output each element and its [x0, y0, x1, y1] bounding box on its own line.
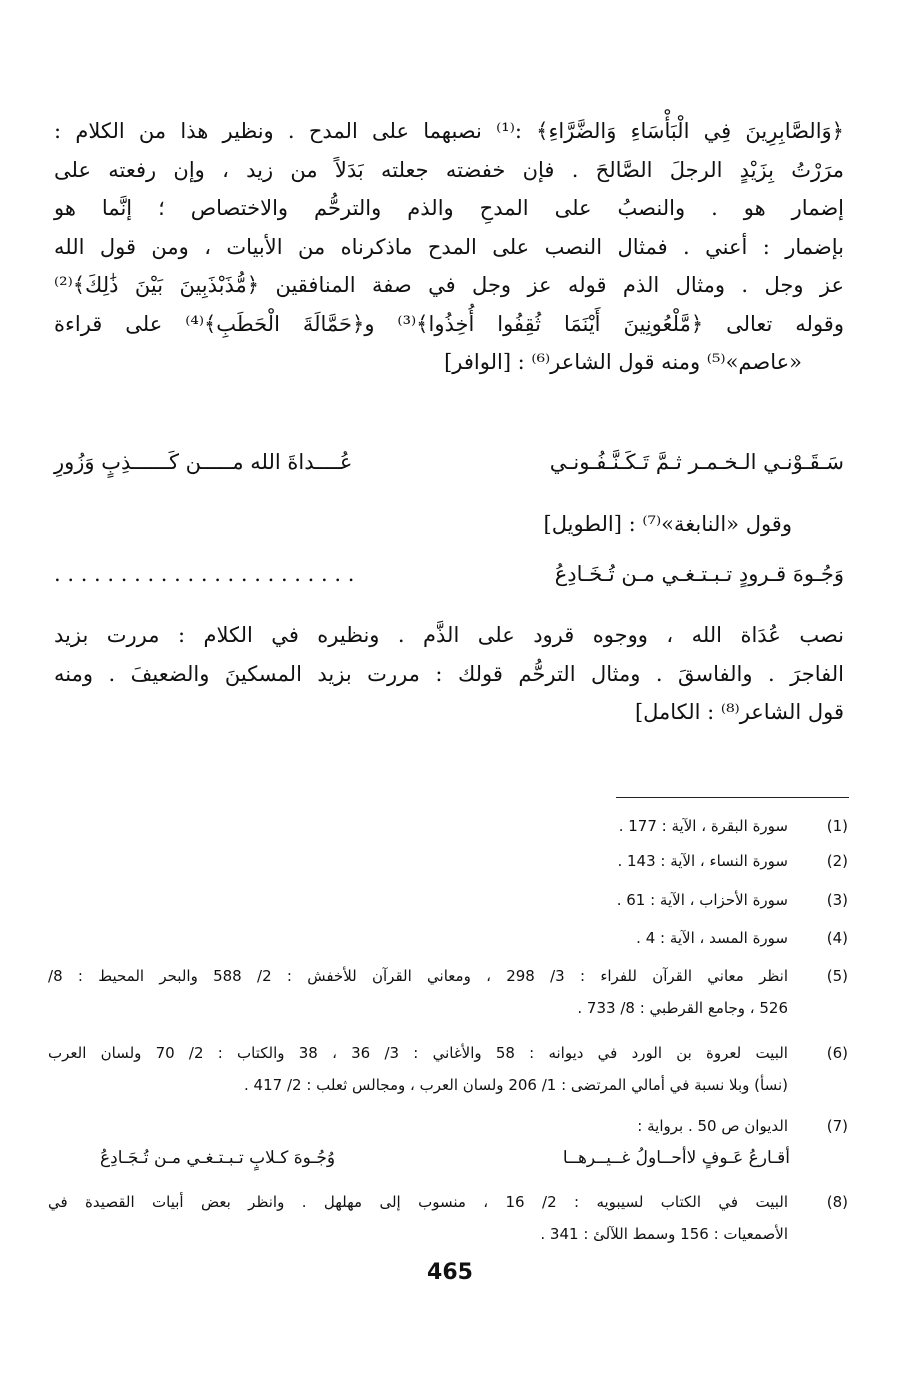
- footnote-text: سورة النساء ، الآية : 143 .: [617, 852, 788, 870]
- footnote-text: البيت في الكتاب لسيبويه : 2/ 16 ، منسوب إلى مهلهل . وانظر بعض أبيات القصيدة في: [48, 1193, 789, 1211]
- page-number: 465: [427, 1260, 473, 1285]
- text-line: قول الشاعر⁽⁸⁾ : الكامل]: [634, 700, 844, 724]
- verse-hemistich-second: وَجُـوهَ قـرودٍ تـبـتـغـي مـن تُـخَـادِعُ: [554, 562, 844, 586]
- verse-hemistich-first: . . . . . . . . . . . . . . . . . . . . . . .: [54, 562, 355, 586]
- footnote-number: (7): [826, 1117, 848, 1135]
- footnote-number: (5): [826, 967, 848, 985]
- text-line: مرَرْتُ بِزَيْدٍ الرجلَ الصَّالحَ . فإن خفضته جعلته بَدَلاً من زيد ، وإن رفعته على: [54, 157, 844, 182]
- footnote-number: (8): [826, 1193, 848, 1211]
- footnote-5: [48, 960, 848, 1024]
- footnote-number: (1): [826, 817, 848, 835]
- footnote-4: [48, 922, 848, 954]
- footnote-text: الأصمعيات : 156 وسمط اللآلئ : 341 .: [540, 1225, 788, 1243]
- footnote-number: (3): [826, 891, 848, 909]
- footnote-7: [48, 1110, 848, 1142]
- footnote-number: (2): [826, 852, 848, 870]
- text-line: عز وجل . ومثال الذم قوله عز وجل في صفة المنافقين ﴿مُّذَبْذَبِينَ بَيْنَ ذَٰلِكَ﴾⁽²⁾: [54, 273, 844, 297]
- text-line: «عاصم»⁽⁵⁾ ومنه قول الشاعر⁽⁶⁾ : [الوافر]: [444, 350, 802, 374]
- verse-hemistich-second: وُجُـوهَ كـلابٍ تـبـتـغـي مـن تُـجَـادِعُ: [100, 1148, 336, 1168]
- footnote-text: البيت لعروة بن الورد في ديوانه : 58 والأغاني : 3/ 36 ، 38 والكتاب : 2/ 70 ولسان العرب: [48, 1044, 788, 1062]
- footnote-3: [48, 884, 848, 916]
- text-line: بإضمار : أعني . فمثال النصب على المدح ماذكرناه من الأبيات ، ومن قول الله: [54, 234, 844, 259]
- main-text-block: [54, 112, 844, 382]
- footnote-8: [48, 1186, 848, 1250]
- text-line: نصب عُدَاة الله ، ووجوه قرود على الذَّم . ونظيره في الكلام : مررت بزيد: [54, 623, 844, 647]
- verse-hemistich-second: عُــــداةَ الله مـــــن كَــــــذِبٍ وَزُورِ: [54, 450, 353, 474]
- verse-line-1: [54, 450, 844, 494]
- footnote-text: سورة الأحزاب ، الآية : 61 .: [616, 891, 788, 909]
- footnote-7-verse: [100, 1148, 790, 1178]
- footnote-number: (4): [826, 929, 848, 947]
- text-line: الفاجرَ . والفاسقَ . ومثال الترحُّم قولك : مررت بزيد المسكينَ والضعيفَ . ومنه: [54, 661, 844, 686]
- verse-intro: وقول «النابغة»⁽⁷⁾ : [الطويل]: [543, 512, 792, 536]
- footnote-2: [48, 845, 848, 877]
- footnote-separator: [616, 797, 849, 798]
- footnote-text: (نسأ) وبلا نسبة في أمالي المرتضى : 1/ 206 ولسان العرب ، ومجالس ثعلب : 2/ 417 .: [244, 1076, 788, 1094]
- footnote-text: الديوان ص 50 . برواية :: [637, 1117, 788, 1135]
- footnote-6: [48, 1037, 848, 1101]
- text-line: ﴿وَالصَّابِرِينَ فِي الْبَأْسَاءِ وَالضَّرَّاءِ﴾ :⁽¹⁾ نصبهما على المدح . ونظير هذا من الكلام :: [54, 119, 844, 143]
- verse-line-2: [54, 562, 844, 606]
- text-line: إضمار هو . والنصبُ على المدحِ والذم والترحُّم والاختصاص ؛ إنَّما هو: [54, 196, 844, 220]
- verse-hemistich-first: سَـقَـوْنـي الـخـمـر ثـمَّ تَـكَـنَّـفُـونـي: [549, 450, 844, 474]
- verse-hemistich-first: أقـارعُ عَـوفٍ لاأحــاولُ غــيــرهــا: [562, 1148, 790, 1168]
- main-text-block-2: [54, 616, 844, 732]
- footnote-number: (6): [826, 1044, 848, 1062]
- footnote-text: انظر معاني القرآن للفراء : 3/ 298 ، ومعاني القرآن للأخفش : 2/ 588 والبحر المحيط : 8/: [48, 967, 788, 985]
- footnote-text: سورة البقرة ، الآية : 177 .: [618, 817, 788, 835]
- footnote-text: 526 ، وجامع القرطبي : 8/ 733 .: [577, 999, 788, 1017]
- footnote-1: [48, 810, 848, 842]
- text-line: وقوله تعالى ﴿مَّلْعُونِينَ أَيْنَمَا ثُقِفُوا أُخِذُوا﴾⁽³⁾ و﴿حَمَّالَةَ الْحَطَبِ﴾⁽⁴⁾ على قراءة: [54, 311, 844, 336]
- footnote-text: سورة المسد ، الآية : 4 .: [636, 929, 788, 947]
